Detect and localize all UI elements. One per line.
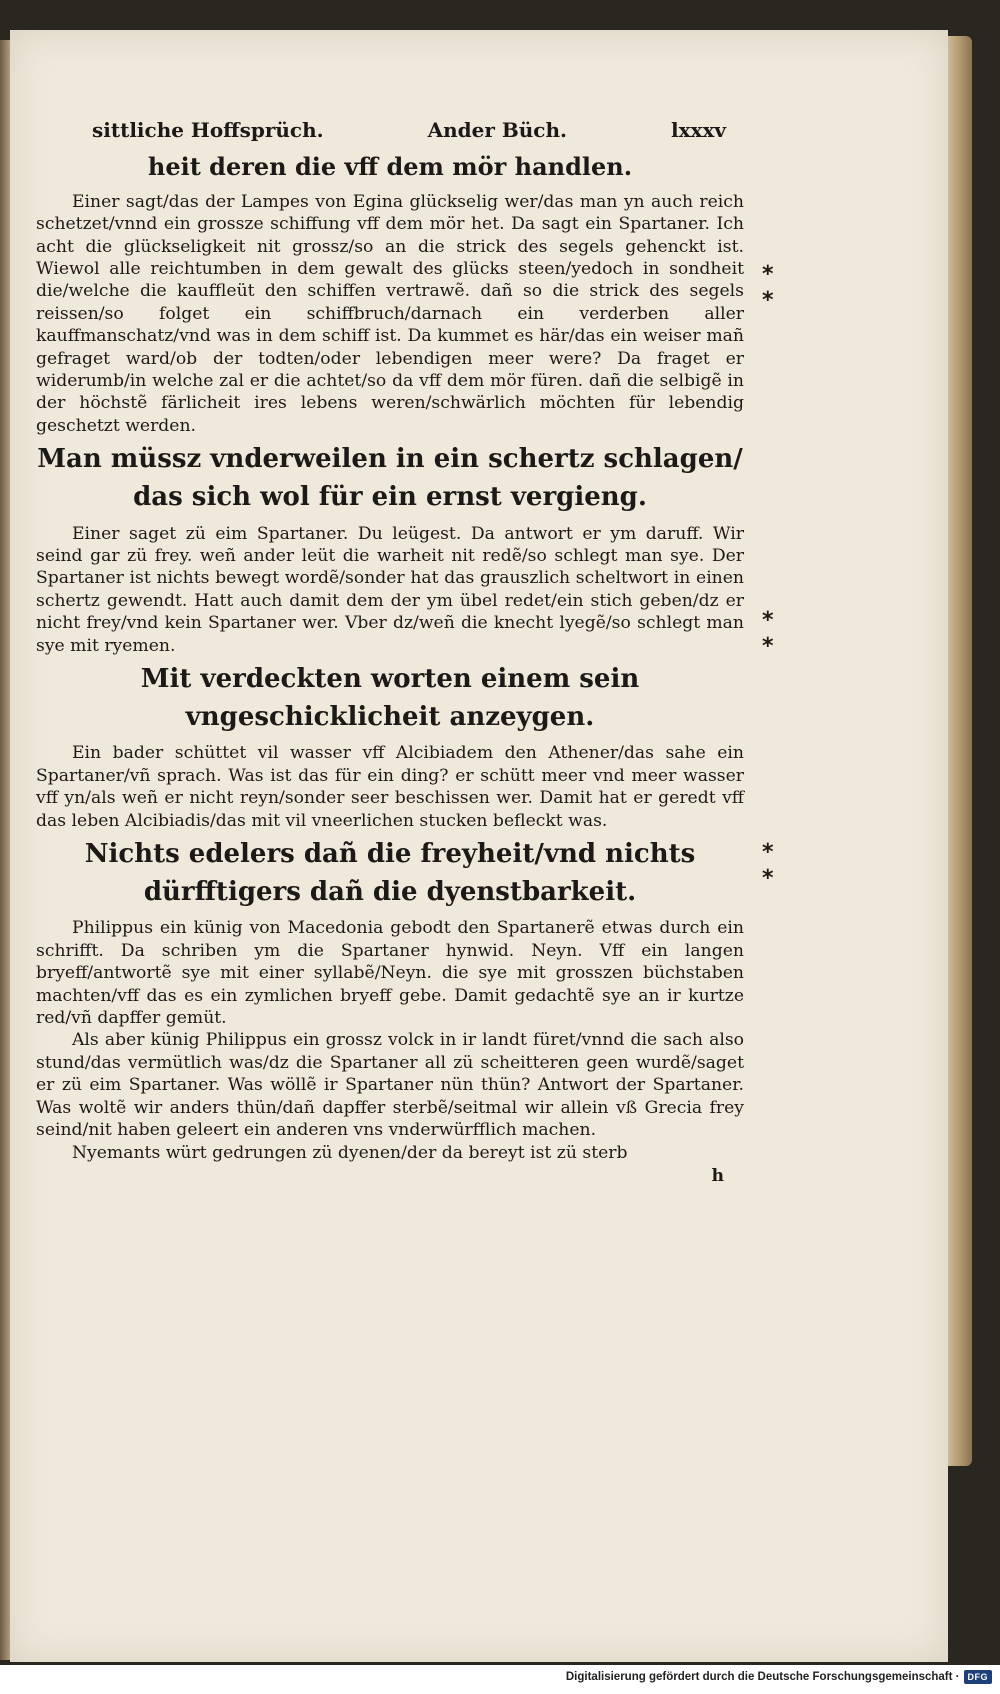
margin-asterisk: * — [762, 288, 774, 313]
section-paragraph: Als aber künig Philippus ein grossz volck in ir landt füret/vnnd die sach also stund/das vermütlich was/dz die Spartaner all zü scheitteren geen wurdẽ/saget er zü eim Spartaner. Was wöllẽ ir Spartaner nün thün? Antwort der Spartaner. Was woltẽ wir anders thün/dañ dapffer sterbẽ/seitmal wir allein vß Grecia frey seind/nit haben geleert ein anderen vns vnderwürfflich machen. — [36, 1030, 744, 1141]
folio-number: lxxxv — [671, 118, 726, 142]
margin-asterisk: * — [762, 262, 774, 287]
dfg-logo: DFG — [964, 1670, 993, 1684]
digitization-credit — [566, 1670, 992, 1684]
running-head-left: sittliche Hoffsprüch. — [92, 118, 324, 142]
margin-asterisk: * — [762, 866, 774, 891]
section-paragraph: Nyemants würt gedrungen zü dyenen/der da bereyt ist zü sterb — [72, 1142, 628, 1163]
credit-text: Digitalisierung gefördert durch die Deutsche Forschungsgemeinschaft · — [565, 1671, 960, 1683]
section-heading: Nichts edelers dañ die freyheit/vnd nichts dürfftigers dañ die dyenstbarkeit. — [84, 839, 696, 907]
section-heading: Mit verdeckten worten einem sein vngeschicklicheit anzeygen. — [140, 664, 640, 732]
section-paragraph: Einer sagt/das der Lampes von Egina glückselig wer/das man yn auch reich schetzet/vnnd ein grossze schiffung vff dem mör het. Da sagt ein Spartaner. Ich acht die glückseligkeit nit grossz/so an die strick des segels gehenckt ist. Wiewol alle reichtumben in dem gewalt des glücks steen/yedoch in sondheit die/welche die kauffleüt den schiffen vertrawẽ. dañ so die strick des segels reissen/so folget ein schiffbruch/darnach ein verderben aller kauffmanschatz/vnd was in dem schiff ist. Da kummet es här/das ein weiser mañ gefraget ward/ob der todten/oder lebendigen meer were? Da fraget er widerumb/in welche zal er die achtet/so da vff dem mör füren. dañ die selbigẽ in der höchstẽ färlicheit ires lebens weren/schwärlich möchten für lebendig geschetzt werden. — [36, 191, 744, 436]
catchword: h — [711, 1165, 724, 1186]
margin-asterisk: * — [762, 608, 774, 633]
section-paragraph: Philippus ein künig von Macedonia gebodt den Spartanerẽ etwas durch ein schrifft. Da schriben ym die Spartaner hynwid. Neyn. Vff ein langen bryeff/antwortẽ sye mit einer syllabẽ/Neyn. die sye mit grosszen büchstaben machten/vff das es ein zymlichen bryeff gebe. Damit gedachtẽ sye an ir kurtze red/vñ dapffer gemüt. — [36, 918, 744, 1029]
section-heading: heit deren die vff dem mör handlen. — [147, 152, 633, 181]
section-paragraph: Ein bader schüttet vil wasser vff Alcibiadem den Athener/das sahe ein Spartaner/vñ sprach. Was ist das für ein ding? er schütt meer vnd meer wasser vff yn/als weñ er nicht reyn/sonder seer beschissen wer. Damit hat er geredt vff das leben Alcibiadis/das mit vil vneerlichen stucken befleckt was. — [36, 743, 744, 831]
section-paragraph: Einer saget zü eim Spartaner. Du leügest. Da antwort er ym daruff. Wir seind gar zü frey. weñ ander leüt die warheit nit redẽ/so schlegt man sye. Der Spartaner ist nichts bewegt wordẽ/sonder hat das grauszlich scheltwort in einen schertz gewendt. Hatt auch damit dem der ym übel redet/ein stich geben/dz er nicht frey/vnd kein Spartaner wer. Vber dz/weñ die knecht lyegẽ/so schlegt man sye mit ryemen. — [36, 523, 744, 656]
running-head — [36, 118, 744, 142]
margin-asterisk: * — [762, 840, 774, 865]
section-heading: Man müssz vnderweilen in ein schertz schlagen/ das sich wol für ein ernst vergieng. — [37, 444, 743, 512]
running-head-center: Ander Büch. — [427, 118, 567, 142]
page-text — [36, 118, 744, 1186]
margin-asterisk: * — [762, 634, 774, 659]
